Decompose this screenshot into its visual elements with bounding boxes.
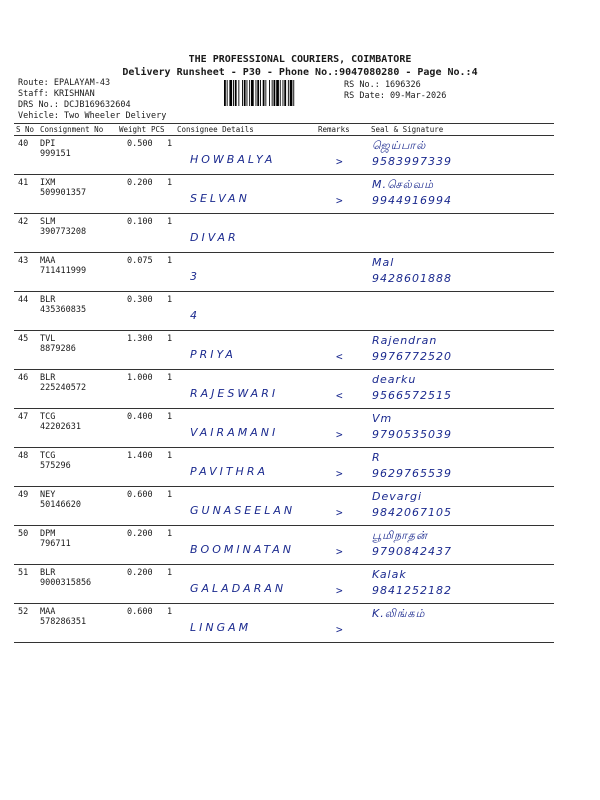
signature-name: K.லிங்கம் bbox=[372, 607, 426, 620]
barcode-bar bbox=[272, 80, 273, 106]
col-remarks: Remarks bbox=[318, 125, 350, 134]
col-pcs: PCS bbox=[151, 125, 165, 134]
consignee-name: 4 bbox=[190, 309, 200, 322]
consignee-name: 3 bbox=[190, 270, 200, 283]
rs-date: RS Date: 09-Mar-2026 bbox=[344, 91, 447, 101]
signature-name: Devargi bbox=[372, 490, 423, 503]
col-consignee: Consignee Details bbox=[177, 125, 254, 134]
col-weight: Weight bbox=[119, 125, 147, 134]
row-weight: 0.200 bbox=[127, 568, 153, 578]
row-pcs: 1 bbox=[167, 139, 173, 149]
row-rule bbox=[14, 564, 554, 565]
barcode-bar bbox=[227, 80, 228, 106]
row-weight: 0.400 bbox=[127, 412, 153, 422]
barcode-bar bbox=[233, 80, 234, 106]
row-rule bbox=[14, 486, 554, 487]
row-pcs: 1 bbox=[167, 334, 173, 344]
row-pcs: 1 bbox=[167, 529, 173, 539]
rs-block bbox=[344, 80, 446, 102]
row-consignment: TCG 42202631 bbox=[40, 412, 81, 432]
remark-mark: > bbox=[336, 155, 343, 168]
row-weight: 0.600 bbox=[127, 607, 153, 617]
barcode-bar bbox=[235, 80, 237, 106]
row-weight: 1.300 bbox=[127, 334, 153, 344]
barcode-bar bbox=[290, 80, 293, 106]
consignee-name: SELVAN bbox=[190, 192, 250, 205]
remark-mark: > bbox=[336, 545, 343, 558]
row-consignment: BLR 225240572 bbox=[40, 373, 87, 393]
drs-number: DRS No.: DCJB169632604 bbox=[18, 100, 131, 110]
signature-name: ஜெய்பால் bbox=[372, 139, 427, 152]
header-bottom-rule bbox=[14, 135, 554, 136]
row-rule bbox=[14, 642, 554, 643]
row-pcs: 1 bbox=[167, 178, 173, 188]
signature-name: R bbox=[372, 451, 381, 464]
consignee-name: LINGAM bbox=[190, 621, 252, 634]
signature-phone: 9566572515 bbox=[372, 389, 452, 402]
row-consignment: IXM 509901357 bbox=[40, 178, 87, 198]
route-text: Route: EPALAYAM-43 bbox=[18, 78, 111, 88]
row-sno: 49 bbox=[18, 490, 29, 500]
remark-mark: > bbox=[336, 506, 343, 519]
signature-phone: 9790535039 bbox=[372, 428, 452, 441]
row-weight: 1.000 bbox=[127, 373, 153, 383]
row-pcs: 1 bbox=[167, 490, 173, 500]
signature-name: Vm bbox=[372, 412, 393, 425]
remark-mark: > bbox=[336, 623, 343, 636]
row-rule bbox=[14, 447, 554, 448]
consignee-name: BOOMINATAN bbox=[190, 543, 295, 556]
signature-phone: 9944916994 bbox=[372, 194, 452, 207]
consignee-name: PAVITHRA bbox=[190, 465, 268, 478]
barcode-bar bbox=[260, 80, 261, 106]
row-sno: 51 bbox=[18, 568, 29, 578]
row-weight: 0.300 bbox=[127, 295, 153, 305]
row-pcs: 1 bbox=[167, 373, 173, 383]
row-weight: 0.075 bbox=[127, 256, 153, 266]
barcode-bar bbox=[242, 80, 243, 106]
route-block bbox=[18, 78, 131, 111]
row-sno: 46 bbox=[18, 373, 29, 383]
consignee-name: PRIYA bbox=[190, 348, 236, 361]
row-consignment: MAA 711411999 bbox=[40, 256, 87, 276]
col-consignment: Consignment No bbox=[40, 125, 104, 134]
remark-mark: < bbox=[336, 350, 343, 363]
col-seal: Seal & Signature bbox=[371, 125, 444, 134]
row-weight: 0.600 bbox=[127, 490, 153, 500]
header-top-rule bbox=[14, 123, 554, 124]
barcode-bar bbox=[247, 80, 248, 106]
row-rule bbox=[14, 330, 554, 331]
row-sno: 45 bbox=[18, 334, 29, 344]
row-rule bbox=[14, 252, 554, 253]
signature-name: Mal bbox=[372, 256, 395, 269]
consignee-name: VAIRAMANI bbox=[190, 426, 279, 439]
barcode-bar bbox=[249, 80, 250, 106]
row-rule bbox=[14, 525, 554, 526]
barcode-bar bbox=[288, 80, 289, 106]
signature-phone: 9841252182 bbox=[372, 584, 452, 597]
barcode-bar bbox=[293, 80, 294, 106]
barcode-bar bbox=[244, 80, 246, 106]
runsheet-subtitle: Delivery Runsheet - P30 - Phone No.:9047080280 - Page No.:4 bbox=[122, 67, 478, 78]
row-rule bbox=[14, 174, 554, 175]
rs-number: RS No.: 1696326 bbox=[344, 80, 421, 90]
barcode-bar bbox=[257, 80, 259, 106]
row-rule bbox=[14, 369, 554, 370]
barcode-bar bbox=[238, 80, 239, 106]
row-pcs: 1 bbox=[167, 607, 173, 617]
row-consignment: TCG 575296 bbox=[40, 451, 71, 471]
consignee-name: RAJESWARI bbox=[190, 387, 279, 400]
consignee-name: GALADARAN bbox=[190, 582, 287, 595]
row-rule bbox=[14, 408, 554, 409]
remark-mark: > bbox=[336, 467, 343, 480]
row-pcs: 1 bbox=[167, 568, 173, 578]
row-pcs: 1 bbox=[167, 412, 173, 422]
signature-phone: 9790842437 bbox=[372, 545, 452, 558]
row-pcs: 1 bbox=[167, 295, 173, 305]
row-weight: 0.200 bbox=[127, 178, 153, 188]
row-weight: 0.500 bbox=[127, 139, 153, 149]
row-sno: 50 bbox=[18, 529, 29, 539]
vehicle-text: Vehicle: Two Wheeler Delivery bbox=[18, 111, 167, 121]
barcode-bar bbox=[284, 80, 286, 106]
row-rule bbox=[14, 291, 554, 292]
row-sno: 44 bbox=[18, 295, 29, 305]
row-pcs: 1 bbox=[167, 256, 173, 266]
row-consignment: TVL 8879286 bbox=[40, 334, 76, 354]
company-title: THE PROFESSIONAL COURIERS, COIMBATORE bbox=[188, 54, 412, 65]
signature-phone: 9976772520 bbox=[372, 350, 452, 363]
barcode-bar bbox=[263, 80, 265, 106]
consignee-name: GUNASEELAN bbox=[190, 504, 296, 517]
row-sno: 47 bbox=[18, 412, 29, 422]
row-pcs: 1 bbox=[167, 217, 173, 227]
barcode-bar bbox=[269, 80, 270, 106]
row-consignment: MAA 578286351 bbox=[40, 607, 87, 627]
row-sno: 41 bbox=[18, 178, 29, 188]
col-sno: S No bbox=[16, 125, 35, 134]
row-consignment: DPI 999151 bbox=[40, 139, 71, 159]
row-sno: 52 bbox=[18, 607, 29, 617]
barcode-bar bbox=[276, 80, 279, 106]
row-rule bbox=[14, 213, 554, 214]
barcode-bar bbox=[229, 80, 232, 106]
remark-mark: < bbox=[336, 389, 343, 402]
row-sno: 48 bbox=[18, 451, 29, 461]
row-consignment: SLM 390773208 bbox=[40, 217, 87, 237]
row-pcs: 1 bbox=[167, 451, 173, 461]
signature-name: M.செல்வம் bbox=[372, 178, 435, 191]
signature-phone: 9428601888 bbox=[372, 272, 452, 285]
signature-phone: 9583997339 bbox=[372, 155, 452, 168]
barcode bbox=[222, 80, 342, 106]
barcode-bar bbox=[265, 80, 266, 106]
row-consignment: BLR 435360835 bbox=[40, 295, 87, 315]
signature-name: பூமிநாதன் bbox=[372, 529, 428, 542]
remark-mark: > bbox=[336, 584, 343, 597]
remark-mark: > bbox=[336, 194, 343, 207]
barcode-bar bbox=[274, 80, 276, 106]
barcode-bar bbox=[224, 80, 226, 106]
row-weight: 1.400 bbox=[127, 451, 153, 461]
signature-name: dearku bbox=[372, 373, 417, 386]
staff-text: Staff: KRISHNAN bbox=[18, 89, 95, 99]
barcode-bar bbox=[251, 80, 254, 106]
signature-phone: 9842067105 bbox=[372, 506, 452, 519]
row-consignment: BLR 9000315856 bbox=[40, 568, 92, 588]
barcode-bar bbox=[280, 80, 281, 106]
signature-name: Kalak bbox=[372, 568, 407, 581]
row-weight: 0.200 bbox=[127, 529, 153, 539]
row-weight: 0.100 bbox=[127, 217, 153, 227]
row-consignment: DPM 796711 bbox=[40, 529, 71, 549]
row-sno: 42 bbox=[18, 217, 29, 227]
consignee-name: DIVAR bbox=[190, 231, 239, 244]
barcode-bar bbox=[256, 80, 257, 106]
row-consignment: NEY 50146620 bbox=[40, 490, 81, 510]
signature-name: Rajendran bbox=[372, 334, 438, 347]
signature-phone: 9629765539 bbox=[372, 467, 452, 480]
remark-mark: > bbox=[336, 428, 343, 441]
barcode-bar bbox=[283, 80, 284, 106]
consignee-name: HOWBALYA bbox=[190, 153, 276, 166]
row-sno: 43 bbox=[18, 256, 29, 266]
row-sno: 40 bbox=[18, 139, 29, 149]
row-rule bbox=[14, 603, 554, 604]
